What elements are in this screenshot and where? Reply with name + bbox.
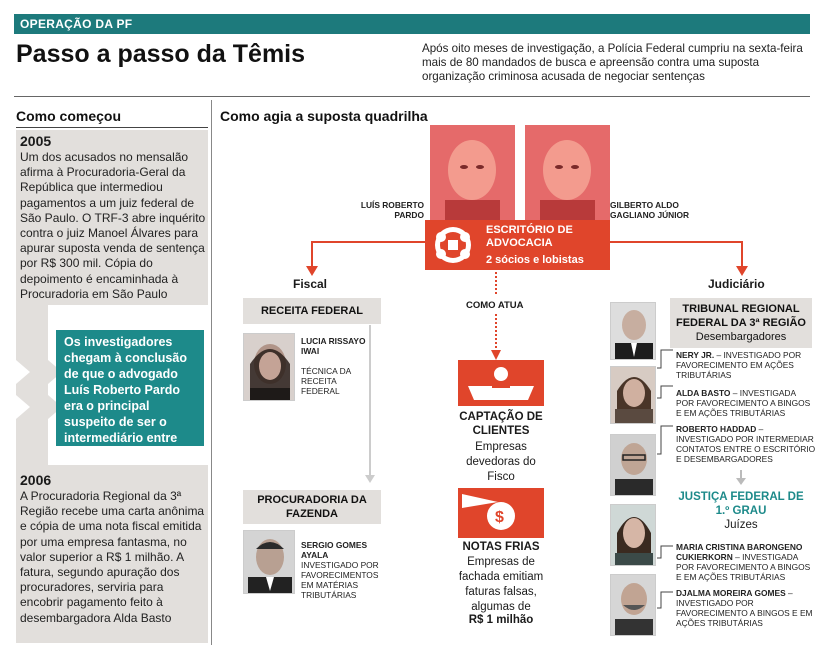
main-heading: Como agia a suposta quadrilha — [220, 108, 428, 124]
text-2005: Um dos acusados no mensalão afirma à Procuradoria-Geral da República que intermediou pagamentos a um juiz federal de São Paulo. O TRF-3 abre inquérito contra o juiz Manoel Álvares para apurar suposta venda de sentença por R$ 300 mil. Cópia do depoimento é encaminhada à Procuradoria em São Paulo — [20, 150, 206, 301]
captacao-image — [458, 360, 544, 406]
photo-gagliano — [525, 125, 610, 220]
jf-header — [670, 490, 812, 532]
text-2006: A Procuradoria Regional da 3ª Região recebe uma carta anônima e cópia de uma nota fiscal emitida por uma empresa fantasma, no valor superior a R$ 1 milhão. A fatura, segundo apuração dos procuradores, serviria para encobrir pagamento feito à desembargadora Alda Basto — [20, 489, 205, 625]
alda-desc: INVESTIGADA POR FAVORECIMENTO A BINGOS E EM AÇÕES TRIBUTÁRIAS — [676, 388, 811, 418]
maria-name: MARIA CRISTINA BARONGENO CUKIERKORN — [676, 542, 803, 562]
callout-box: Os investigadores chegam à conclusão de que o advogado Luís Roberto Pardo era o principal suspeito de ser o intermediário entre empresas e juízes — [56, 330, 204, 446]
captacao-title: CAPTAÇÃO DE CLIENTES — [459, 411, 543, 437]
notas-text: Empresas de fachada emitiam faturas falsas, algumas de — [458, 556, 544, 613]
alda-text: ALDA BASTO – INVESTIGADA POR FAVORECIMENTO A BINGOS E EM AÇÕES TRIBUTÁRIAS — [676, 388, 811, 418]
receita-header: RECEITA FEDERAL — [243, 298, 381, 324]
nery-name: NERY JR. — [676, 350, 715, 360]
page-title: Passo a passo da Têmis — [16, 40, 306, 68]
section-bar: OPERAÇÃO DA PF — [14, 14, 810, 34]
lucia-desc: TÉCNICA DA RECEITA FEDERAL — [301, 366, 351, 396]
svg-text:$: $ — [495, 509, 504, 526]
label-pardo: LUÍS ROBERTO PARDO — [360, 200, 424, 220]
jf-sub: Juízes — [724, 519, 758, 531]
roberto-name: ROBERTO HADDAD — [676, 424, 757, 434]
branch-lines — [300, 240, 760, 280]
jf-arrow — [736, 470, 746, 486]
notas-title: NOTAS FRIAS — [462, 541, 540, 553]
lucia-name: LUCIA RISSAYO IWAI — [301, 336, 366, 356]
trf-title: TRIBUNAL REGIONAL FEDERAL DA 3ª REGIÃO — [676, 303, 806, 329]
intro-text: Após oito meses de investigação, a Polícia Federal cumpriu na sexta-feira mais de 80 mandados de busca e apreensão contra uma suposta organização criminosa acusada de negociar sentenças — [422, 42, 803, 83]
sergio-name: SERGIO GOMES AYALA — [301, 540, 368, 560]
alda-name: ALDA BASTO — [676, 388, 731, 398]
left-heading: Como começou — [16, 108, 122, 124]
photo-pardo — [430, 125, 515, 220]
jf-title: JUSTIÇA FEDERAL DE 1.º GRAU — [678, 491, 804, 517]
label-fiscal: Fiscal — [293, 277, 328, 291]
left-heading-rule — [16, 127, 208, 128]
header-rule — [14, 96, 810, 97]
photo-alda — [610, 366, 656, 424]
photo-sergio — [243, 530, 295, 594]
trf-sub: Desembargadores — [695, 331, 787, 343]
year-2005: 2005 — [20, 133, 52, 149]
sergio-desc: INVESTIGADO POR FAVORECIMENTOS EM MATÉRIAS TRIBUTÁRIAS — [301, 560, 379, 600]
photo-maria — [610, 504, 656, 566]
notas-image — [458, 488, 544, 538]
label-como-atua: COMO ATUA — [466, 300, 524, 311]
column-divider — [211, 100, 212, 645]
djalma-text: DJALMA MOREIRA GOMES – INVESTIGADO POR FAVORECIMENTO A BINGOS E EM AÇÕES TRIBUTÁRIAS — [676, 588, 813, 628]
nery-desc: INVESTIGADO POR FAVORECIMENTO EM AÇÕES TRIBUTÁRIAS — [676, 350, 802, 380]
djalma-desc: INVESTIGADO POR FAVORECIMENTO A BINGOS E EM AÇÕES TRIBUTÁRIAS — [676, 598, 813, 628]
roberto-text: ROBERTO HADDAD – INVESTIGADO POR INTERMEDIAR CONTATOS ENTRE O ESCRITÓRIO E DESEMBARGADORES — [676, 424, 816, 464]
roberto-desc: INVESTIGADO POR INTERMEDIAR CONTATOS ENTRE O ESCRITÓRIO E DESEMBARGADORES — [676, 434, 816, 464]
djalma-name: DJALMA MOREIRA GOMES — [676, 588, 786, 598]
notas-value: R$ 1 milhão — [468, 614, 534, 626]
office-sub: 2 sócios e lobistas — [486, 254, 584, 266]
label-gagliano: GILBERTO ALDO GAGLIANO JÚNIOR — [610, 200, 690, 220]
captacao-text: Empresas devedoras do Fisco — [466, 441, 536, 483]
year-2006: 2006 — [20, 472, 52, 488]
dotted-arrow — [490, 272, 502, 362]
photo-djalma — [610, 574, 656, 636]
photo-lucia — [243, 333, 295, 401]
nery-text: NERY JR. – INVESTIGADO POR FAVORECIMENTO EM AÇÕES TRIBUTÁRIAS — [676, 350, 802, 380]
fiscal-arrow — [365, 325, 375, 485]
label-judiciario: Judiciário — [708, 277, 765, 291]
procuradoria-header: PROCURADORIA DA FAZENDA — [243, 490, 381, 524]
trf-header — [670, 298, 812, 348]
office-title: ESCRITÓRIO DE ADVOCACIA — [486, 224, 573, 249]
maria-text: MARIA CRISTINA BARONGENO CUKIERKORN – INVESTIGADA POR FAVORECIMENTO A BINGOS E EM AÇÕES TRIBUTÁRIAS — [676, 542, 811, 582]
photo-roberto — [610, 434, 656, 496]
maria-desc: INVESTIGADA POR FAVORECIMENTO A BINGOS E EM AÇÕES TRIBUTÁRIAS — [676, 552, 811, 582]
photo-nery — [610, 302, 656, 360]
